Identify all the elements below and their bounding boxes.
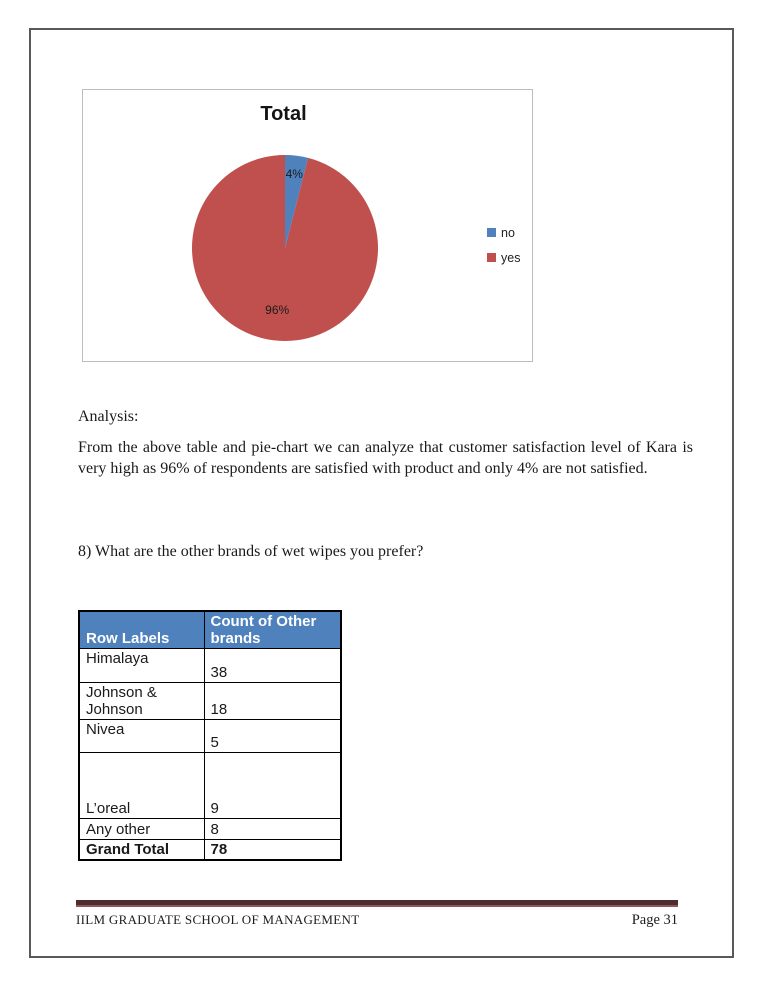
chart-title: Total: [260, 103, 307, 125]
table-header-row: [79, 611, 341, 649]
header-count-of-other-brands: Count of Other brands: [204, 611, 341, 649]
pie-chart-svg: [83, 90, 534, 363]
question-text: 8) What are the other brands of wet wipes you prefer?: [78, 543, 424, 560]
row-label-cell: Grand Total: [79, 840, 204, 861]
row-label-cell: Himalaya: [79, 649, 204, 683]
row-label-cell: Nivea: [79, 720, 204, 753]
legend-label: yes: [501, 250, 521, 265]
row-label-cell: Johnson & Johnson: [79, 683, 204, 720]
count-cell: 8: [204, 819, 341, 840]
table-total-row: [79, 840, 341, 861]
table-row: [79, 819, 341, 840]
pie-label-no: 4%: [285, 167, 303, 182]
row-label-cell: Any other: [79, 819, 204, 840]
count-cell: 18: [204, 683, 341, 720]
table-row: [79, 649, 341, 683]
chart-legend: [487, 220, 520, 270]
footer: [76, 912, 678, 929]
table-row: [79, 720, 341, 753]
row-label-cell: L’oreal: [79, 753, 204, 819]
legend-item-yes: [487, 245, 520, 270]
pie-chart-container: [82, 89, 533, 362]
count-cell: 78: [204, 840, 341, 861]
brands-table: [78, 610, 342, 861]
footer-page-number: Page 31: [631, 912, 678, 928]
header-row-labels: Row Labels: [79, 611, 204, 649]
footer-organization: IILM GRADUATE SCHOOL OF MANAGEMENT: [76, 912, 360, 927]
count-cell: 38: [204, 649, 341, 683]
table-row: [79, 683, 341, 720]
footer-rule: [76, 900, 678, 907]
count-cell: 9: [204, 753, 341, 819]
legend-swatch-icon: [487, 228, 496, 237]
legend-swatch-icon: [487, 253, 496, 262]
legend-label: no: [501, 225, 515, 240]
legend-item-no: [487, 220, 520, 245]
pie-label-yes: 96%: [265, 302, 290, 317]
count-cell: 5: [204, 720, 341, 753]
analysis-paragraph: From the above table and pie-chart we can analyze that customer satisfaction level of Kara is very high as 96% of respondents are satisfied with product and only 4% are not satisfied.: [78, 439, 693, 477]
analysis-heading: Analysis:: [78, 408, 139, 425]
table-row: [79, 753, 341, 819]
